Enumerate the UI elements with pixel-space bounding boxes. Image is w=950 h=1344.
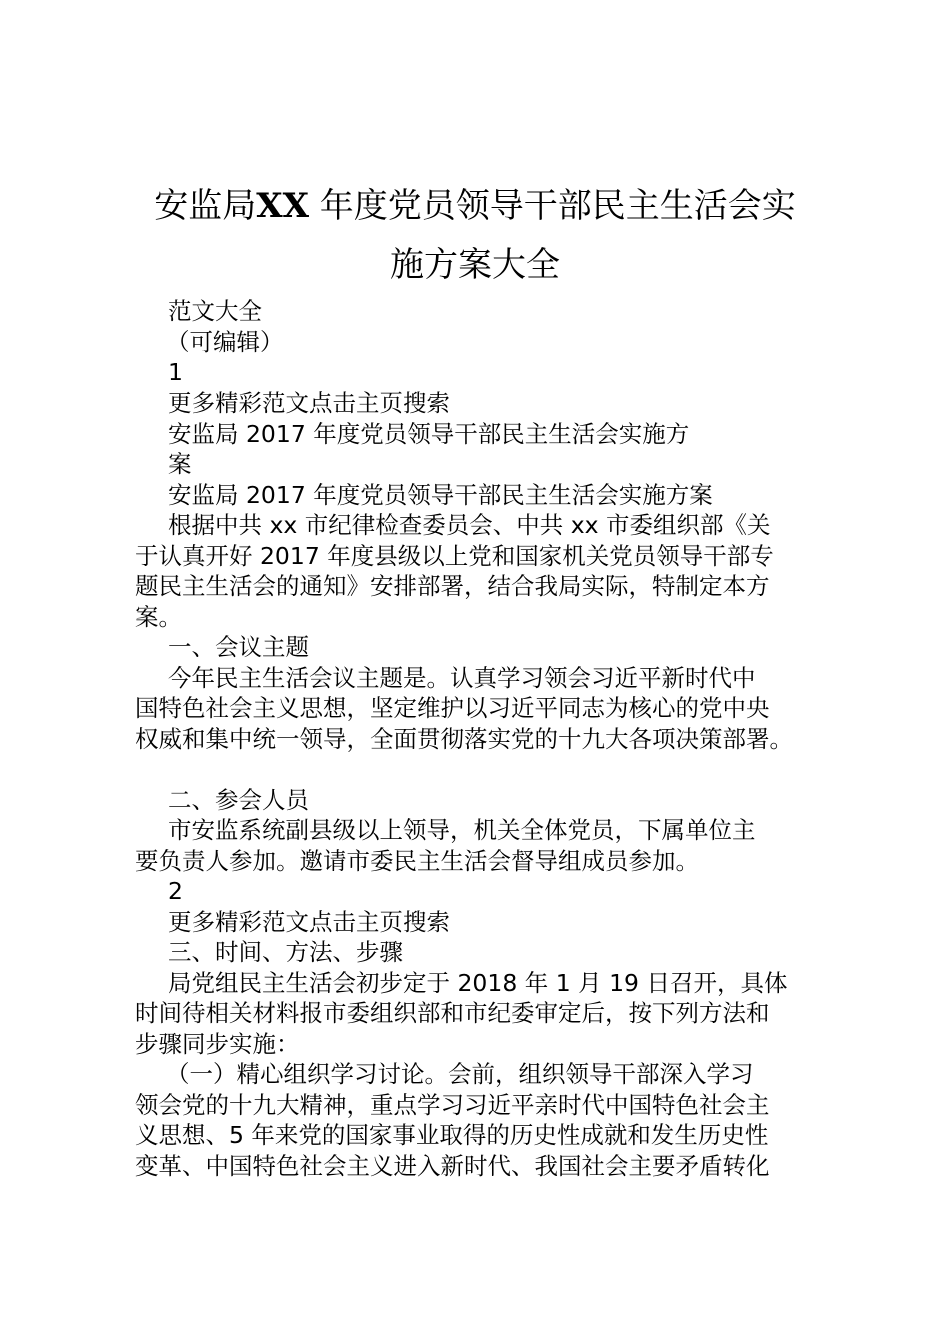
body-line: 步骤同步实施： — [135, 1030, 300, 1058]
body-line: 市安监系统副县级以上领导，机关全体党员，下属单位主 — [168, 816, 756, 844]
body-line: 变革、中国特色社会主义进入新时代、我国社会主要矛盾转化 — [135, 1152, 770, 1180]
section-heading: 三、时间、方法、步骤 — [168, 938, 403, 966]
editable-note: （可编辑） — [166, 328, 284, 356]
body-line: 今年民主生活会议主题是。认真学习领会习近平新时代中 — [168, 664, 756, 692]
body-line: （一）精心组织学习讨论。会前，组织领导干部深入学习 — [166, 1060, 754, 1088]
section-heading: 二、参会人员 — [168, 786, 309, 814]
body-line: 国特色社会主义思想，坚定维护以习近平同志为核心的党中央 — [135, 694, 770, 722]
body-line: 于认真开好 2017 年度县级以上党和国家机关党员领导干部专 — [135, 542, 774, 570]
body-line: 案 — [168, 450, 192, 478]
document-title-line-2: 施方案大全 — [390, 245, 560, 285]
body-line: 案。 — [135, 603, 182, 631]
body-line: 局党组民主生活会初步定于 2018 年 1 月 19 日召开，具体 — [168, 969, 788, 997]
page-number: 2 — [168, 877, 183, 905]
title-part-1: 安监局 — [154, 186, 257, 226]
title-part-2: 年度党员领导干部民主生活会实 — [308, 186, 796, 226]
document-title-line-1 — [0, 186, 950, 226]
body-line: 根据中共 xx 市纪律检查委员会、中共 xx 市委组织部《关 — [168, 511, 771, 539]
promo-line: 更多精彩范文点击主页搜索 — [168, 908, 450, 936]
subtitle-line: 范文大全 — [168, 297, 262, 325]
body-line: 领会党的十九大精神，重点学习习近平亲时代中国特色社会主 — [135, 1091, 770, 1119]
body-line: 题民主生活会的通知》安排部署，结合我局实际，特制定本方 — [135, 572, 770, 600]
body-line: 要负责人参加。邀请市委民主生活会督导组成员参加。 — [135, 847, 699, 875]
body-line: 安监局 2017 年度党员领导干部民主生活会实施方 — [168, 420, 690, 448]
page-number: 1 — [168, 358, 183, 386]
body-line: 时间待相关材料报市委组织部和市纪委审定后，按下列方法和 — [135, 999, 770, 1027]
body-line: 义思想、5 年来党的国家事业取得的历史性成就和发生历史性 — [135, 1121, 769, 1149]
body-line: 权威和集中统一领导，全面贯彻落实党的十九大各项决策部署。 — [135, 725, 793, 753]
promo-line: 更多精彩范文点击主页搜索 — [168, 389, 450, 417]
section-heading: 一、会议主题 — [168, 633, 309, 661]
body-line: 安监局 2017 年度党员领导干部民主生活会实施方案 — [168, 481, 713, 509]
title-year-placeholder: XX — [256, 186, 309, 226]
